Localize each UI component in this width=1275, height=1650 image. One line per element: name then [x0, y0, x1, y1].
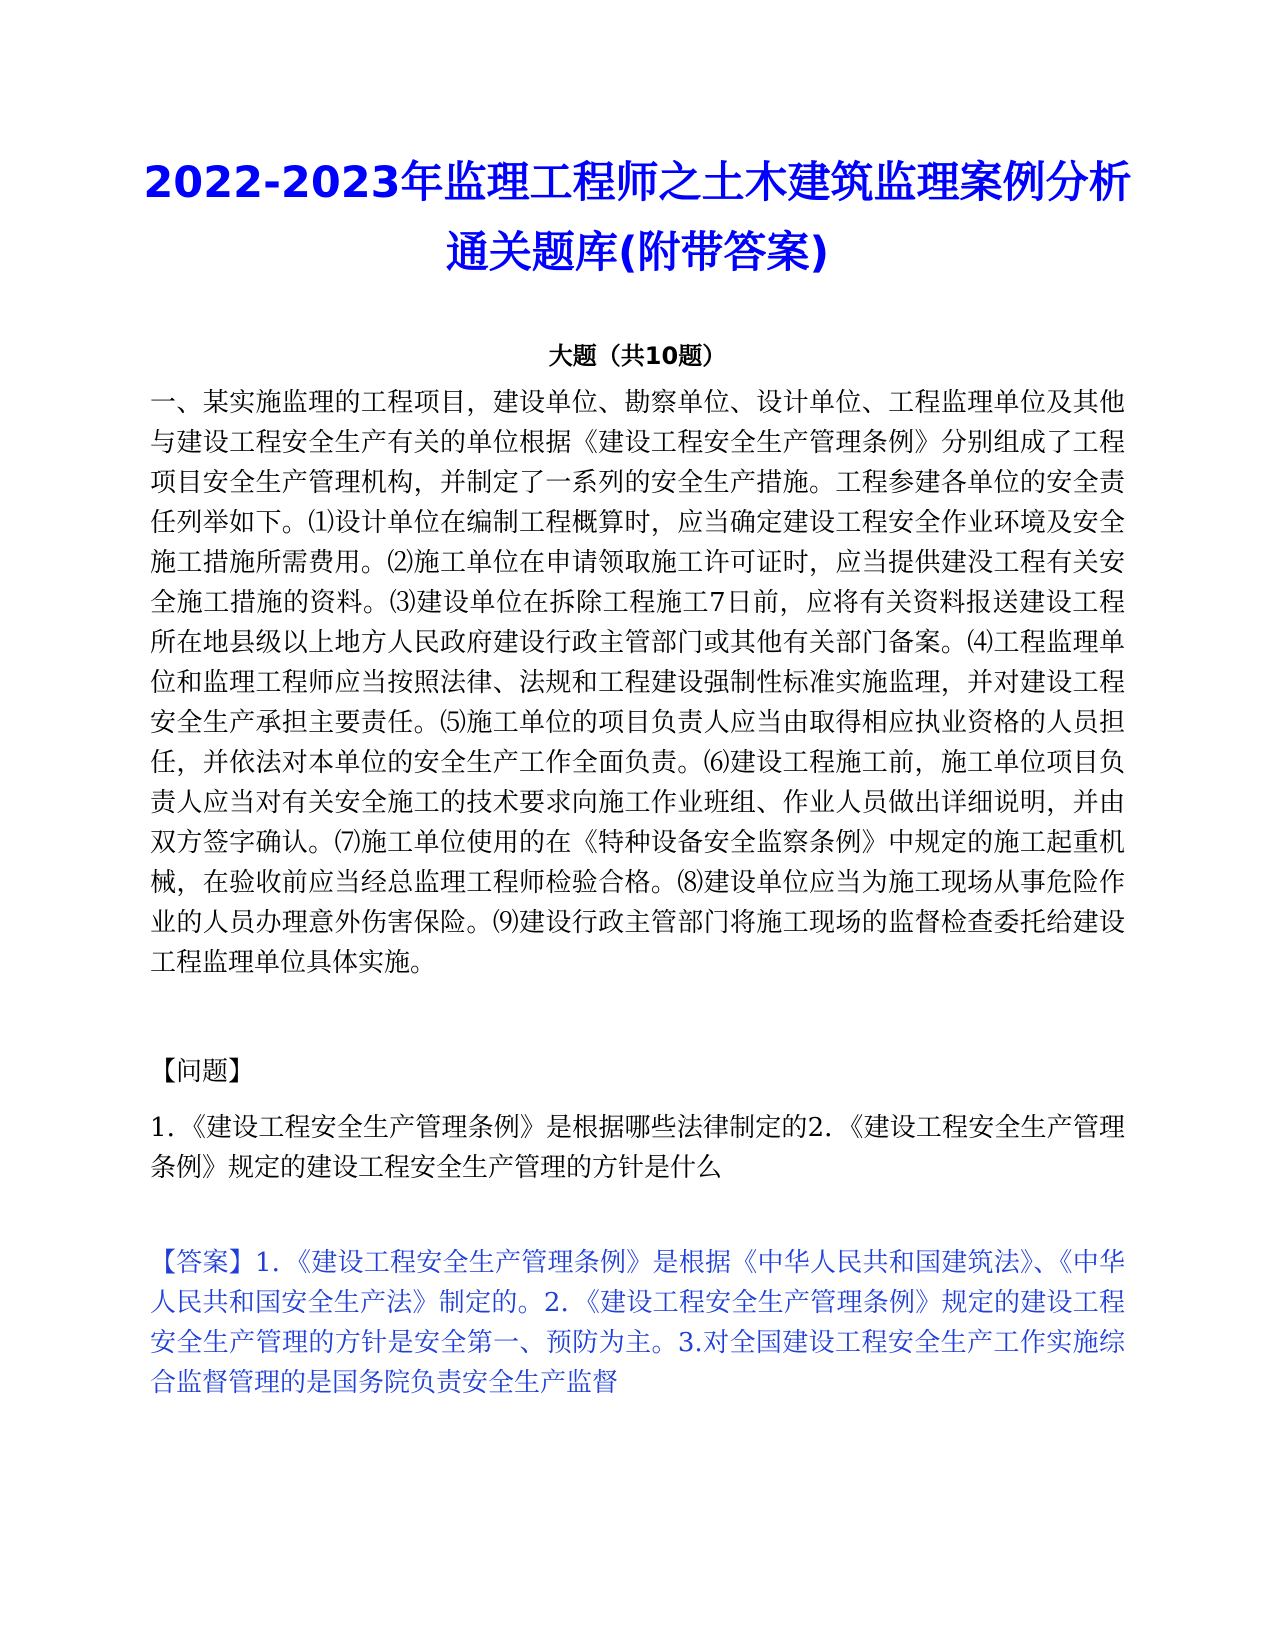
question-items: 1．《建设工程安全生产管理条例》是根据哪些法律制定的2．《建设工程安全生产管理条例》规定的建设工程安全生产管理的方针是什么: [150, 1113, 1125, 1183]
question-body: 一、某实施监理的工程项目，建设单位、勘察单位、设计单位、工程监理单位及其他与建设工程安全生产有关的单位根据《建设工程安全生产管理条例》分别组成了工程项目安全生产管理机构，并制定了一系列的安全生产措施。工程参建各单位的安全责任列举如下。⑴设计单位在编制工程概算时，应当确定建设工程安全作业环境及安全施工措施所需费用。⑵施工单位在申请领取施工许可证时，应当提供建没工程有关安全施工措施的资料。⑶建设单位在拆除工程施工7日前，应将有关资料报送建设工程所在地县级以上地方人民政府建设行政主管部门或其他有关部门备案。⑷工程监理单位和监理工程师应当按照法律、法规和工程建设强制性标准实施监理，并对建设工程安全生产承担主要责任。⑸施工单位的项目负责人应当由取得相应执业资格的人员担任，并依法对本单位的安全生产工作全面负责。⑹建设工程施工前，施工单位项目负责人应当对有关安全施工的技术要求向施工作业班组、作业人员做出详细说明，并由双方签字确认。⑺施工单位使用的在《特种设备安全监察条例》中规定的施工起重机械，在验收前应当经总监理工程师检验合格。⑻建设单位应当为施工现场从事危险作业的人员办理意外伤害保险。⑼建设行政主管部门将施工现场的监督检查委托给建设工程监理单位具体实施。: [150, 388, 1125, 978]
section-heading: 大题（共10题）: [548, 342, 727, 370]
answer-block: 【答案】1．《建设工程安全生产管理条例》是根据《中华人民共和国建筑法》、《中华人民共和国安全生产法》制定的。2．《建设工程安全生产管理条例》规定的建设工程安全生产管理的方针是安全第一、预防为主。3.对全国建设工程安全生产工作实施综合监督管理的是国务院负责安全生产监督: [150, 1248, 1125, 1398]
document-title: 2022-2023年监理工程师之土木建筑监理案例分析通关题库(附带答案): [143, 158, 1132, 278]
question-label: 【问题】: [150, 1057, 255, 1087]
